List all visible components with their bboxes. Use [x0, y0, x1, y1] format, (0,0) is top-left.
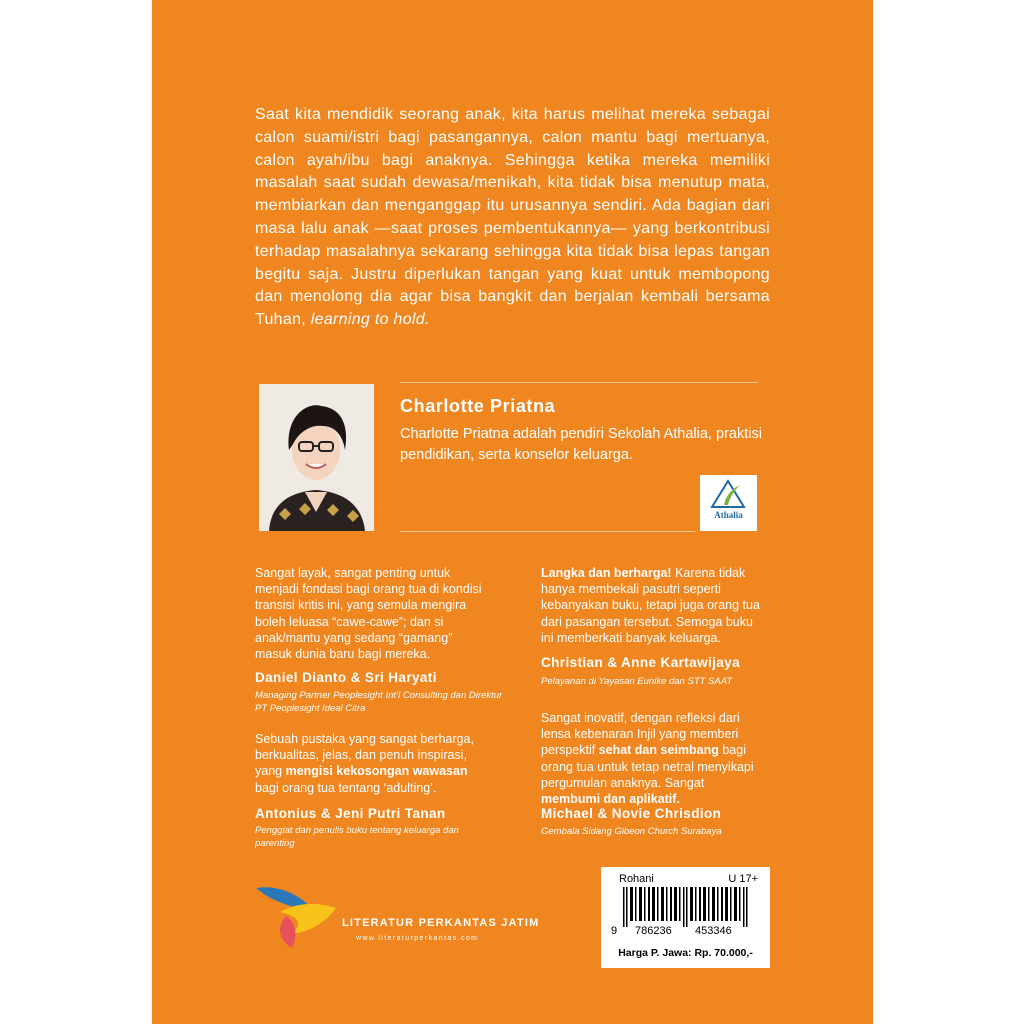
- publisher-name: LITERATUR PERKANTAS JATIM: [342, 917, 540, 929]
- author-photo: [259, 384, 374, 531]
- testimonial-1-text: Sangat layak, sangat penting untuk menjadi fondasi bagi orang tua di kondisi transisi kritis ini, yang semula mengira boleh leluasa “cawe-cawe”; dan si anak/mantu yang sedang “gamang” masuk dunia baru bagi mereka.: [255, 566, 482, 662]
- testimonial-2-role: Penggiat dan penulis buku tentang keluarga dan parenting: [255, 825, 459, 849]
- barcode-label: [601, 867, 770, 968]
- athalia-logo: [700, 475, 757, 531]
- testimonial-3-name: Christian & Anne Kartawijaya: [541, 655, 741, 670]
- divider-bottom: [400, 531, 696, 532]
- barcode-category: Rohani: [619, 873, 654, 885]
- testimonial-4-text: Sangat inovatif, dengan refleksi dari lensa kebenaran Injil yang memberi perspektif sehat dan seimbang bagi orang tua untuk tetap netral menyikapi pergumulan anaknya. Sangat membumi dan aplikatif.: [541, 711, 754, 807]
- testimonial-3-text: Langka dan berharga! Karena tidak hanya membekali pasutri seperti kebanyakan buku, tetapi juga orang tua dari pasangan tersebut. Semoga buku ini memberkati banyak keluarga.: [541, 566, 760, 645]
- barcode-digits-left: 786236: [635, 925, 672, 937]
- barcode-digit-first: 9: [611, 925, 618, 937]
- logo-text: Athalia: [714, 510, 743, 520]
- divider-top: [400, 382, 758, 383]
- testimonial-4-role: Gembala Sidang Gibeon Church Surabaya: [541, 826, 722, 837]
- testimonial-3-role: Pelayanan di Yayasan Eunike dan STT SAAT: [541, 676, 733, 687]
- barcode-bars: [615, 887, 760, 927]
- price-label: Harga P. Jawa: Rp. 70.000,-: [618, 947, 753, 959]
- back-cover: [152, 0, 873, 1024]
- barcode-age-rating: U 17+: [728, 873, 758, 885]
- triangle-leaf-icon: [700, 475, 757, 511]
- blurb-italic: learning to hold.: [310, 311, 430, 329]
- testimonial-1-name: Daniel Dianto & Sri Haryati: [255, 670, 437, 685]
- publisher-logo-icon: [252, 882, 352, 952]
- testimonial-2-name: Antonius & Jeni Putri Tanan: [255, 806, 446, 821]
- author-name: Charlotte Priatna: [400, 396, 556, 416]
- testimonial-1-role: Managing Partner Peoplesight Int’l Consulting dan Direktur PT Peoplesight Ideal Citra: [255, 690, 503, 714]
- barcode-digits-right: 453346: [695, 925, 732, 937]
- author-bio: Charlotte Priatna adalah pendiri Sekolah Athalia, praktisi pendidikan, serta konselor keluarga.: [400, 426, 762, 463]
- blurb-text: Saat kita mendidik seorang anak, kita harus melihat mereka sebagai calon suami/istri bagi pasangannya, calon mantu bagi mertuanya, calon ayah/ibu bagi anaknya. Sehingga ketika mereka memiliki masalah saat sudah dewasa/menikah, kita tidak bisa menutup mata, membiarkan dan menganggap itu urusannya sendiri. Ada bagian dari masa lalu anak —saat proses pembentukannya— yang berkontribusi terhadap masalahnya sekarang sehingga kita tidak bisa lepas tangan begitu saja. Justru diperlukan tangan yang kuat untuk membopong dan menolong dia agar bisa bangkit dan berjalan kembali bersama Tuhan, learning to hold.: [255, 106, 770, 329]
- testimonial-4-name: Michael & Novie Chrisdion: [541, 806, 722, 821]
- testimonial-2-text: Sebuah pustaka yang sangat berharga, berkualitas, jelas, dan penuh inspirasi, yang mengisi kekosongan wawasan bagi orang tua tentang ‘adulting’.: [255, 732, 474, 795]
- publisher-url: www.literaturperkantas.com: [356, 935, 479, 942]
